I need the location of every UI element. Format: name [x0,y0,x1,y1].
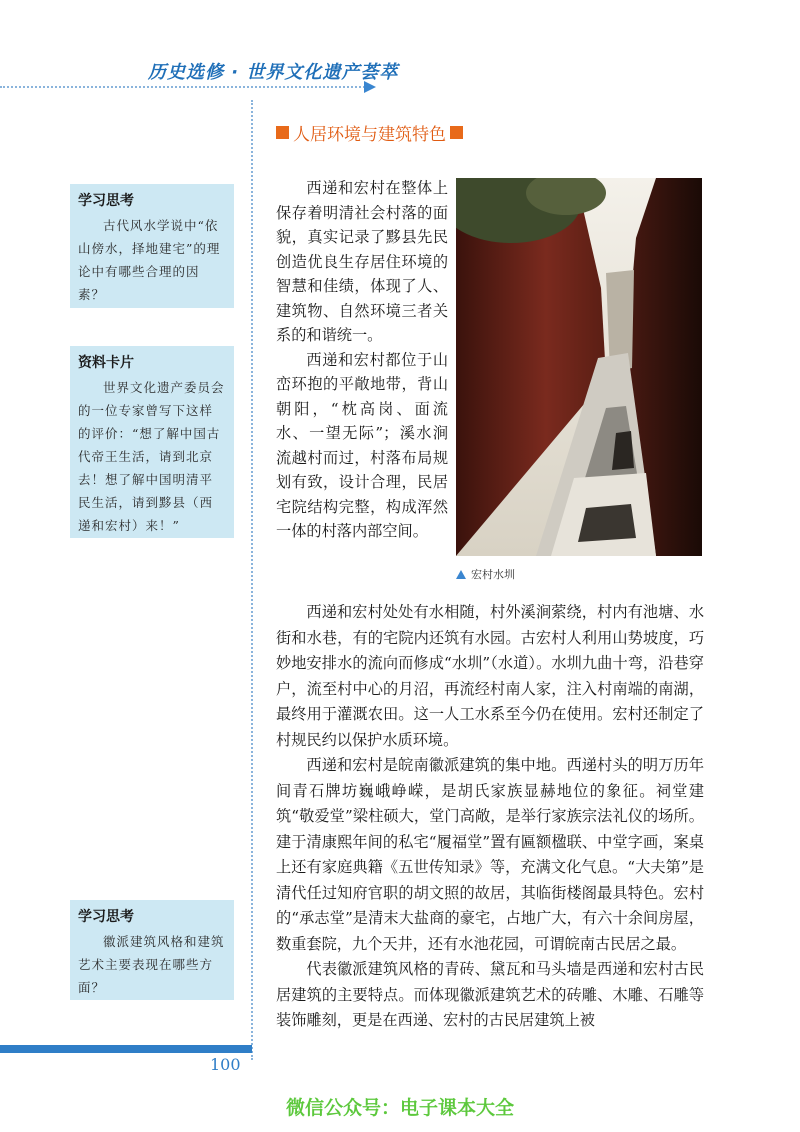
paragraph: 代表徽派建筑风格的青砖、黛瓦和马头墙是西递和宏村古民居建筑的主要特点。而体现徽派建筑艺术的砖雕、木雕、石雕等装饰雕刻，更是在西递、宏村的古民居建筑上被 [276,960,704,1029]
header-arrow-icon [364,81,376,93]
caption-triangle-icon [456,570,466,579]
paragraph: 西递和宏村是皖南徽派建筑的集中地。西递村头的明万历年间青石牌坊巍峨峥嵘，是胡氏家族显赫地位的象征。祠堂建筑“敬爱堂”梁柱硕大，堂门高敞，是举行家族宗法礼仪的场所。建于清康熙年间的私宅“履福堂”置有匾额楹联、中堂字画，案桌上还有家庭典籍《五世传知录》等，充满文化气息。“大夫第”是清代任过知府官职的胡文照的故居，其临街楼阁最具特色。宏村的“承志堂”是清末大盐商的豪宅，占地广大，有六十余间房屋，数重套院，九个天井，还有水池花园，可谓皖南古民居之最。 [276,756,704,953]
paragraph: 西递和宏村在整体上保存着明清社会村落的面貌，真实记录了黟县先民创造优良生存居住环境的智慧和佳绩，体现了人、建筑物、自然环境三者关系的和谐统一。 [276,179,448,344]
sidebox-title: 资料卡片 [78,355,134,371]
header-dotted-rule [0,86,372,88]
hongcun-water-channel-photo [456,178,702,556]
sidebox-text: 徽派建筑风格和建筑艺术主要表现在哪些方面？ [78,934,225,995]
sidebox-text: 世界文化遗产委员会的一位专家曾写下这样的评价：“想了解中国古代帝王生活，请到北京去！想了解中国明清平民生活，请到黟县（西递和宏村）来！” [78,380,225,533]
sidebox-title: 学习思考 [78,193,134,209]
book-series-title: 历史选修 · 世界文化遗产荟萃 [148,62,399,83]
square-bullet-icon [276,126,289,139]
caption-text: 宏村水圳 [471,568,515,581]
study-question-box [70,184,234,308]
margin-dotted-rule [251,100,253,1060]
square-bullet-icon [450,126,463,139]
body-text-wide [276,600,704,1034]
photo-caption [456,566,515,582]
sidebox-text: 古代风水学说中“依山傍水，择地建宅”的理论中有哪些合理的因素？ [78,218,221,302]
study-question-box [70,900,234,1000]
sidebox-title: 学习思考 [78,909,134,925]
info-card-box [70,346,234,538]
alley-photo-illustration [456,178,702,556]
body-text-narrow [276,176,448,544]
paragraph: 西递和宏村处处有水相随，村外溪涧萦绕，村内有池塘、水街和水巷，有的宅院内还筑有水园。古宏村人利用山势坡度，巧妙地安排水的流向而修成“水圳”（水道）。水圳九曲十弯，沿巷穿户，流至村中心的月沼，再流经村南人家，注入村南端的南湖，最终用于灌溉农田。这一人工水系至今仍在使用。宏村还制定了村规民约以保护水质环境。 [276,603,704,749]
page-number: 100 [210,1055,241,1074]
watermark: 微信公众号：电子课本大全 [285,1097,514,1119]
paragraph: 西递和宏村都位于山峦环抱的平敞地带，背山朝阳，“枕高岗、面流水、一望无际”；溪水涧流越村而过，村落布局规划有致，设计合理，民居宅院结构完整，构成浑然一体的村落内部空间。 [276,350,448,540]
section-heading-text: 人居环境与建筑特色 [293,125,446,145]
footer-bar [0,1045,252,1053]
section-heading [276,120,463,145]
